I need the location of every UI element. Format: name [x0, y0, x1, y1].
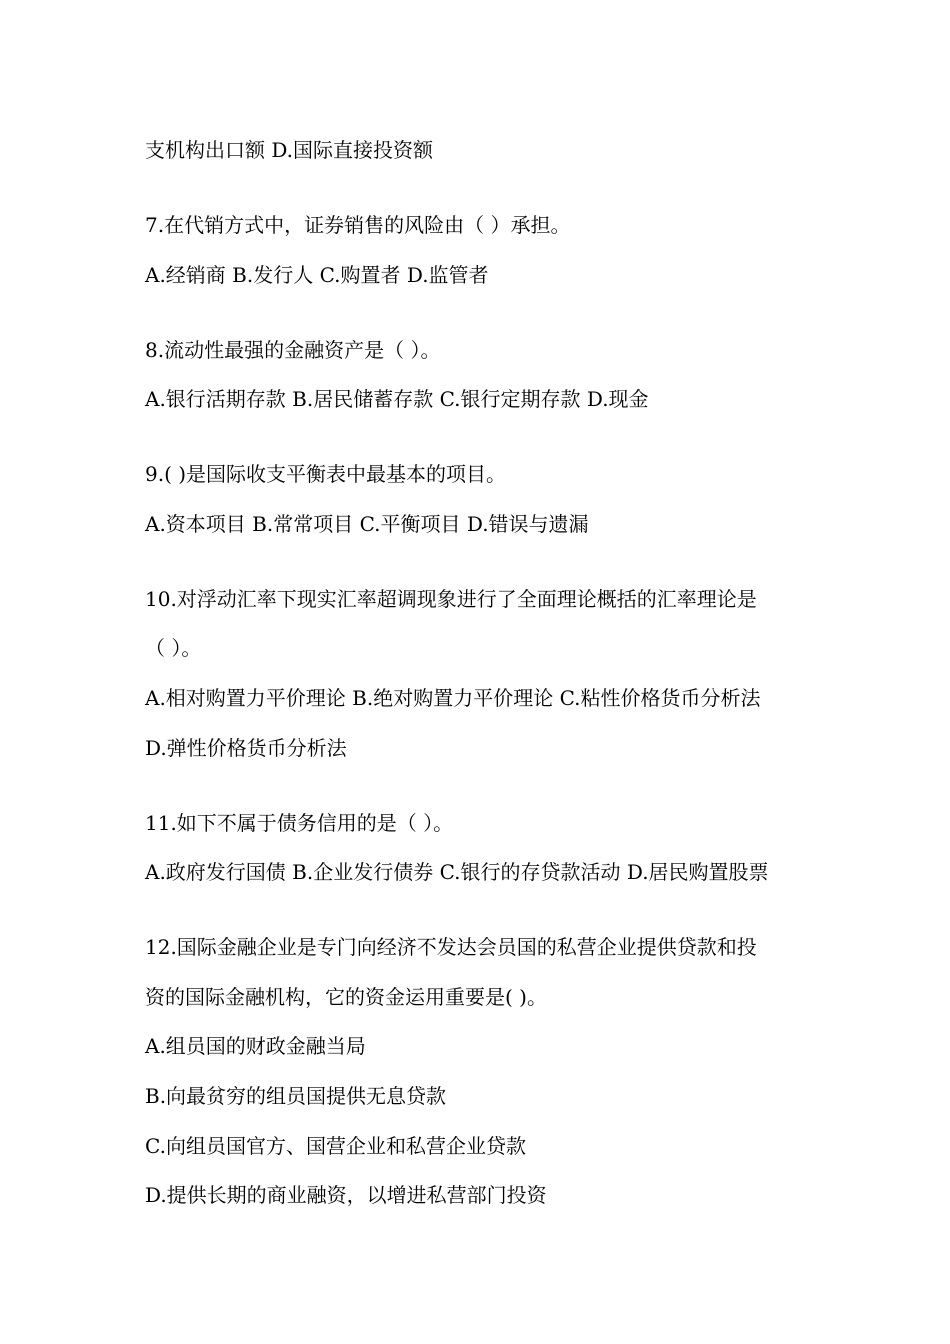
question-11-options: A.政府发行国债 B.企业发行债券 C.银行的存贷款活动 D.居民购置股票	[145, 860, 769, 884]
question-12-option-a: A.组员国的财政金融当局	[145, 1034, 366, 1058]
question-12-stem-line-2: 资的国际金融机构，它的资金运用重要是( )。	[145, 985, 547, 1009]
question-7-stem: 7.在代销方式中，证券销售的风险由（ ）承担。	[145, 213, 571, 237]
question-8-options: A.银行活期存款 B.居民储蓄存款 C.银行定期存款 D.现金	[145, 387, 649, 411]
question-12-stem-line-1: 12.国际金融企业是专门向经济不发达会员国的私营企业提供贷款和投	[145, 935, 757, 959]
question-8-stem: 8.流动性最强的金融资产是（ ）。	[145, 338, 441, 362]
question-12-option-b: B.向最贫穷的组员国提供无息贷款	[145, 1084, 447, 1108]
question-9-stem: 9.( )是国际收支平衡表中最基本的项目。	[145, 462, 507, 486]
question-10-options-line-2: D.弹性价格货币分析法	[145, 736, 347, 760]
question-9-options: A.资本项目 B.常常项目 C.平衡项目 D.错误与遗漏	[145, 512, 589, 536]
question-10-stem-line-1: 10.对浮动汇率下现实汇率超调现象进行了全面理论概括的汇率理论是	[145, 587, 757, 611]
continuation-line: 支机构出口额 D.国际直接投资额	[145, 138, 434, 162]
question-10-options-line-1: A.相对购置力平价理论 B.绝对购置力平价理论 C.粘性价格货币分析法	[145, 686, 761, 710]
question-12-option-d: D.提供长期的商业融资，以增进私营部门投资	[145, 1183, 547, 1207]
question-7-options: A.经销商 B.发行人 C.购置者 D.监管者	[145, 263, 489, 287]
question-11-stem: 11.如下不属于债务信用的是（ ）。	[145, 811, 454, 835]
question-12-option-c: C.向组员国官方、国营企业和私营企业贷款	[145, 1134, 526, 1158]
question-10-stem-line-2: （ ）。	[145, 636, 202, 660]
